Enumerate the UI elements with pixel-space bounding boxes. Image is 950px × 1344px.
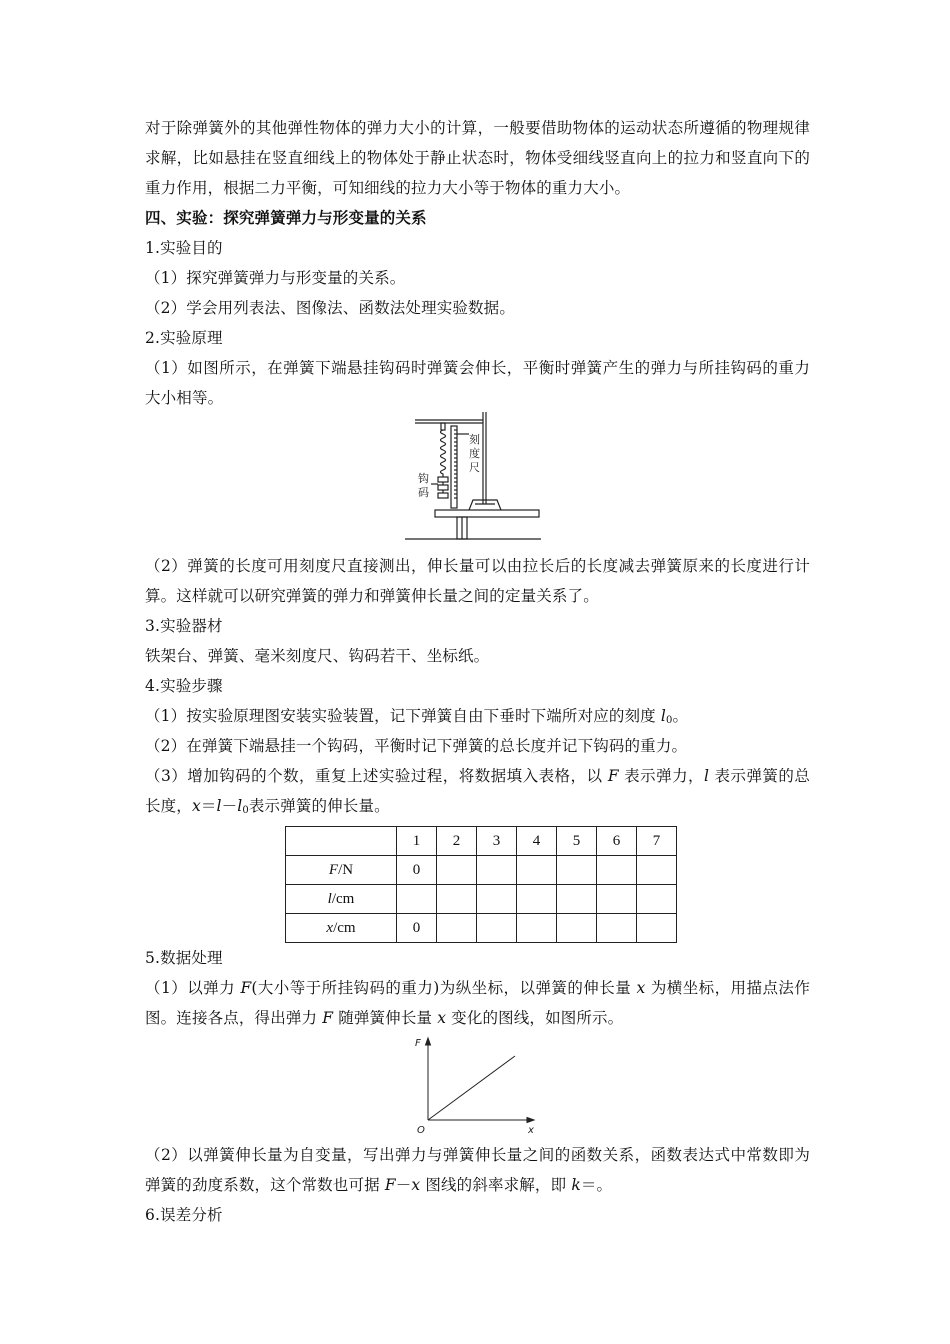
table-header-cell: 3 <box>477 827 517 856</box>
table-cell: 0 <box>397 914 437 943</box>
table-row <box>286 885 677 914</box>
y-axis-arrow <box>426 1038 431 1045</box>
step-2: （2）在弹簧下端悬挂一个钩码，平衡时记下弹簧的总长度并记下钩码的重力。 <box>145 737 688 755</box>
table-cell <box>437 914 477 943</box>
table-header-cell: 7 <box>637 827 677 856</box>
table-cell <box>557 856 597 885</box>
table-cell <box>597 914 637 943</box>
table-cell <box>637 856 677 885</box>
processing-item-2: （2）以弹簧伸长量为自变量，写出弹力与弹簧伸长量之间的函数关系，函数表达式中常数即为弹簧的劲度系数，这个常数也可据 F－x 图线的斜率求解，即 k＝。 <box>145 1146 810 1194</box>
table-cell <box>517 914 557 943</box>
heading-error-analysis: 6.误差分析 <box>145 1206 223 1224</box>
heading-principle: 2.实验原理 <box>145 329 223 347</box>
table-row <box>286 856 677 885</box>
table-cell <box>477 914 517 943</box>
row-label-force: F/N <box>286 856 397 885</box>
table-cell <box>517 885 557 914</box>
graph-origin-label: O <box>417 1125 425 1136</box>
table-cell <box>517 856 557 885</box>
heading-purpose: 1.实验目的 <box>145 239 223 257</box>
step-3: （3）增加钩码的个数，重复上述实验过程，将数据填入表格，以 F 表示弹力，l 表示弹簧的总长度，$x=l-l_0$表示弹簧的伸长量。 <box>145 767 811 816</box>
table-cell <box>437 885 477 914</box>
graph-y-label: F <box>415 1038 421 1049</box>
table-cell <box>637 914 677 943</box>
processing-item-1: （1）以弹力 F(大小等于所挂钩码的重力)为纵坐标，以弹簧的伸长量 x 为横坐标，用描点法作图。连接各点，得出弹力 F 随弹簧伸长量 x 变化的图线，如图所示。 <box>145 979 810 1027</box>
principle-item-2: （2）弹簧的长度可用刻度尺直接测出，伸长量可以由拉长后的长度减去弹簧原来的长度进行计算。这样就可以研究弹簧的弹力和弹簧伸长量之间的定量关系了。 <box>145 557 810 605</box>
table-cell <box>477 885 517 914</box>
heading-materials: 3.实验器材 <box>145 617 223 635</box>
weight-label-2: 码 <box>418 486 429 499</box>
table-cell <box>477 856 517 885</box>
table-row <box>286 914 677 943</box>
materials-text: 铁架台、弹簧、毫米刻度尺、钩码若干、坐标纸。 <box>145 647 490 665</box>
table-cell <box>597 885 637 914</box>
table-header-cell: 2 <box>437 827 477 856</box>
table-cell <box>637 885 677 914</box>
step-1: （1）按实验原理图安装实验装置，记下弹簧自由下垂时下端所对应的刻度 $l_0$。 <box>145 707 689 726</box>
table-header-cell: 1 <box>397 827 437 856</box>
ruler-label-3: 尺 <box>469 461 480 474</box>
table-cell <box>597 856 637 885</box>
graph-x-label: x <box>528 1125 534 1136</box>
section-title: 四、实验：探究弹簧弹力与形变量的关系 <box>145 208 427 227</box>
data-table <box>285 826 677 943</box>
purpose-item-1: （1）探究弹簧弹力与形变量的关系。 <box>145 269 406 287</box>
weight-label-1: 钩 <box>418 472 429 485</box>
row-label-length: l/cm <box>286 885 397 914</box>
heading-data-processing: 5.数据处理 <box>145 949 223 967</box>
spring-apparatus-figure <box>405 412 545 542</box>
table-header-row <box>286 827 677 856</box>
row-label-extension: x/cm <box>286 914 397 943</box>
table-header-cell: 5 <box>557 827 597 856</box>
table-corner-cell <box>286 827 397 856</box>
ruler-label-2: 度 <box>469 447 480 460</box>
x-axis-arrow <box>527 1118 534 1123</box>
table-cell <box>557 914 597 943</box>
force-extension-graph <box>412 1036 542 1136</box>
intro-paragraph: 对于除弹簧外的其他弹性物体的弹力大小的计算，一般要借助物体的运动状态所遵循的物理规律求解，比如悬挂在竖直细线上的物体处于静止状态时，物体受细线竖直向上的拉力和竖直向下的重力作用，根据二力平衡，可知细线的拉力大小等于物体的重力大小。 <box>145 119 810 197</box>
table-cell: 0 <box>397 856 437 885</box>
heading-steps: 4.实验步骤 <box>145 677 223 695</box>
table-cell <box>437 856 477 885</box>
table-header-cell: 4 <box>517 827 557 856</box>
ruler-label-1: 刻 <box>469 433 480 446</box>
table-header-cell: 6 <box>597 827 637 856</box>
purpose-item-2: （2）学会用列表法、图像法、函数法处理实验数据。 <box>145 299 515 317</box>
table-cell <box>557 885 597 914</box>
f-x-line <box>428 1056 515 1120</box>
table-cell <box>397 885 437 914</box>
principle-item-1: （1）如图所示，在弹簧下端悬挂钩码时弹簧会伸长，平衡时弹簧产生的弹力与所挂钩码的重力大小相等。 <box>145 359 810 407</box>
